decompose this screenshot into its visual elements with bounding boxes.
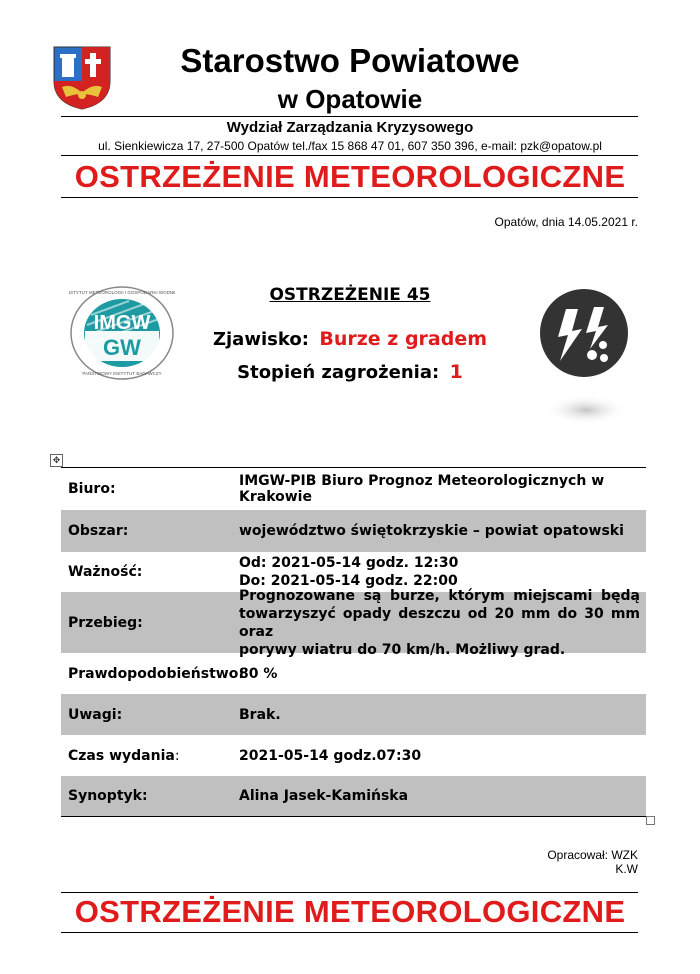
address-line: ul. Sienkiewicza 17, 27-500 Opatów tel./fax 15 868 47 01, 607 350 396, e-mail: pzk@opatow.pl	[98, 139, 602, 153]
threat-level-value: 1	[449, 361, 463, 383]
svg-text:PAŃSTWOWY INSTYTUT BADAWCZY: PAŃSTWOWY INSTYTUT BADAWCZY	[82, 371, 162, 376]
divider	[61, 116, 638, 117]
divider	[61, 892, 638, 893]
row-value: 80 %	[239, 665, 278, 682]
svg-text:INSTYTUT METEOROLOGII I GOSPOD: INSTYTUT METEOROLOGII I GOSPODARKI WODNEJ	[69, 290, 175, 295]
row-label: Obszar:	[68, 523, 129, 539]
phenomenon-label: Zjawisko:	[212, 329, 309, 350]
row-label: Przebieg:	[68, 614, 143, 631]
warning-banner-bottom: OSTRZEŻENIE METEOROLOGICZNE	[74, 894, 626, 929]
prepared-by	[547, 848, 638, 876]
issue-date: Opatów, dnia 14.05.2021 r.	[494, 215, 638, 229]
warning-banner-top: OSTRZEŻENIE METEOROLOGICZNE	[74, 159, 626, 194]
warning-details-table	[61, 467, 646, 817]
table-row	[61, 510, 646, 552]
row-label: Czas wydania:	[68, 747, 180, 764]
course-line: porywy wiatru do 70 km/h. Możliwy grad.	[239, 641, 566, 658]
row-label: Uwagi:	[68, 706, 123, 723]
prepared-by-line: Opracował: WZK	[547, 848, 638, 862]
course-line: Prognozowane są burze, którym miejscami będą	[239, 587, 640, 604]
phenomenon-value: Burze z gradem	[319, 328, 488, 350]
move-handle-icon[interactable]: ✥	[50, 454, 63, 467]
table-row	[61, 735, 646, 776]
row-value	[239, 554, 646, 590]
threat-level-row	[0, 361, 700, 383]
row-value: IMGW-PIB Biuro Prognoz Meteorologicznych w Krakowie	[239, 473, 605, 505]
row-label: Synoptyk:	[68, 788, 148, 804]
svg-text:IMGW: IMGW	[93, 312, 151, 334]
phenomenon-row	[0, 328, 700, 350]
row-label: Prawdopodobieństwo:	[68, 665, 244, 682]
row-value: województwo świętokrzyskie – powiat opatowski	[239, 523, 624, 539]
table-resize-handle[interactable]	[646, 816, 655, 825]
divider	[61, 197, 638, 198]
valid-to: Do: 2021-05-14 godz. 22:00	[239, 573, 458, 589]
threat-level-label: Stopień zagrożenia:	[237, 362, 440, 383]
table-row	[61, 653, 646, 694]
table-row	[61, 468, 646, 510]
row-label: Ważność:	[68, 564, 143, 580]
table-row	[61, 587, 646, 658]
office-city: w Opatowie	[277, 84, 423, 114]
warning-number: OSTRZEŻENIE 45	[269, 285, 431, 305]
course-line: towarzyszyć opady deszczu od 20 mm do 30 mm oraz	[239, 605, 640, 640]
table-row	[61, 776, 646, 816]
row-value	[239, 587, 646, 659]
row-value: Alina Jasek-Kamińska	[239, 788, 409, 804]
row-value: Brak.	[239, 706, 281, 723]
office-name: Starostwo Powiatowe	[180, 42, 520, 79]
valid-from: Od: 2021-05-14 godz. 12:30	[239, 555, 459, 571]
divider	[61, 932, 638, 933]
row-value: 2021-05-14 godz.07:30	[239, 747, 422, 764]
svg-text:GW: GW	[103, 335, 141, 360]
prepared-by-initials: K.W	[615, 862, 638, 876]
table-row	[61, 694, 646, 735]
row-label: Biuro:	[68, 481, 116, 497]
divider	[61, 155, 638, 156]
thunderstorm-hail-icon	[536, 287, 636, 427]
department-name: Wydział Zarządzania Kryzysowego	[226, 119, 474, 136]
